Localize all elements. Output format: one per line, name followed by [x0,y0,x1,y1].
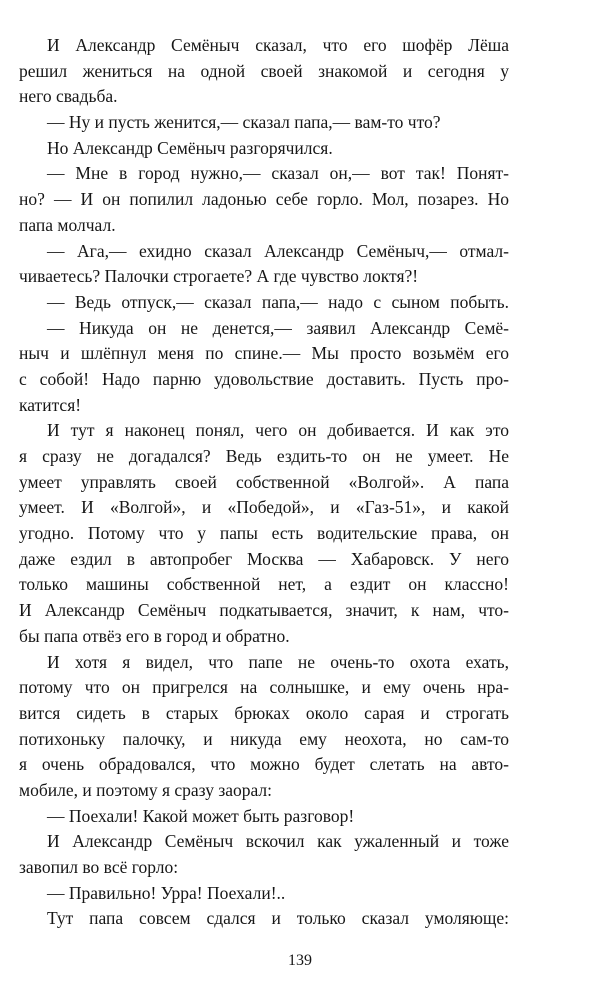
text-line: только машины собственной нет, а ездит он классно! [19,574,509,595]
text-line: И тут я наконец понял, чего он добивается. И как это [47,420,509,441]
text-line: папа молчал. [19,214,116,235]
text-line: него свадьба. [19,86,118,107]
text-line: мобиле, и поэтому я сразу заорал: [19,779,273,800]
text-line: с собой! Надо парню удовольствие доставить. Пусть про- [19,368,509,389]
text-line: потому что он пригрелся на солнышке, и ему очень нра- [19,677,509,698]
text-line: — Поехали! Какой может быть разговор! [47,805,355,826]
text-line: умеет. И «Волгой», и «Победой», и «Газ-51», и какой [19,497,509,518]
text-line: решил жениться на одной своей знакомой и сегодня у [19,60,509,81]
text-line: вится сидеть в старых брюках около сарая и строгать [19,702,509,723]
text-line: бы папа отвёз его в город и обратно. [19,625,290,646]
text-line: я очень обрадовался, что можно будет слетать на авто- [19,754,509,775]
text-line: даже ездил в автопробег Москва — Хабаровск. У него [19,548,509,569]
text-line: Но Александр Семёныч разгорячился. [47,137,333,158]
text-line: И Александр Семёныч вскочил как ужаленный и тоже [47,831,509,852]
text-line: И Александр Семёныч подкатывается, значит, к нам, что- [19,600,509,621]
book-page-text [19,33,509,932]
text-line: угодно. Потому что у папы есть водительские права, он [19,523,509,544]
text-line: но? — И он попилил ладонью себе горло. Мол, позарез. Но [19,189,509,210]
text-line: потихоньку палочку, и никуда ему неохота, но сам-то [19,728,509,749]
text-line: — Никуда он не денется,— заявил Александр Семё- [47,317,509,338]
page-number: 139 [288,952,312,969]
text-line: ныч и шлёпнул меня по спине.— Мы просто возьмём его [19,343,509,364]
text-line: умеет управлять своей собственной «Волгой». А папа [19,471,509,492]
text-line: завопил во всё горло: [19,857,179,877]
text-line: катится! [19,394,82,415]
text-line: И Александр Семёныч сказал, что его шофёр Лёша [47,35,509,55]
text-line: — Ведь отпуск,— сказал папа,— надо с сыном побыть. [47,291,509,312]
text-line: — Правильно! Урра! Поехали!.. [47,882,286,903]
text-line: — Ага,— ехидно сказал Александр Семёныч,— отмал- [47,240,509,261]
text-line: — Мне в город нужно,— сказал он,— вот так! Понят- [47,163,509,184]
text-line: я сразу не догадался? Ведь ездить-то он не умеет. Не [19,446,509,466]
text-line: чиваетесь? Палочки строгаете? А где чувство локтя?! [19,266,419,287]
text-line: — Ну и пусть женится,— сказал папа,— вам-то что? [47,112,441,133]
text-line: Тут папа совсем сдался и только сказал умоляюще: [47,908,509,929]
text-line: И хотя я видел, что папе не очень-то охота ехать, [47,651,509,672]
